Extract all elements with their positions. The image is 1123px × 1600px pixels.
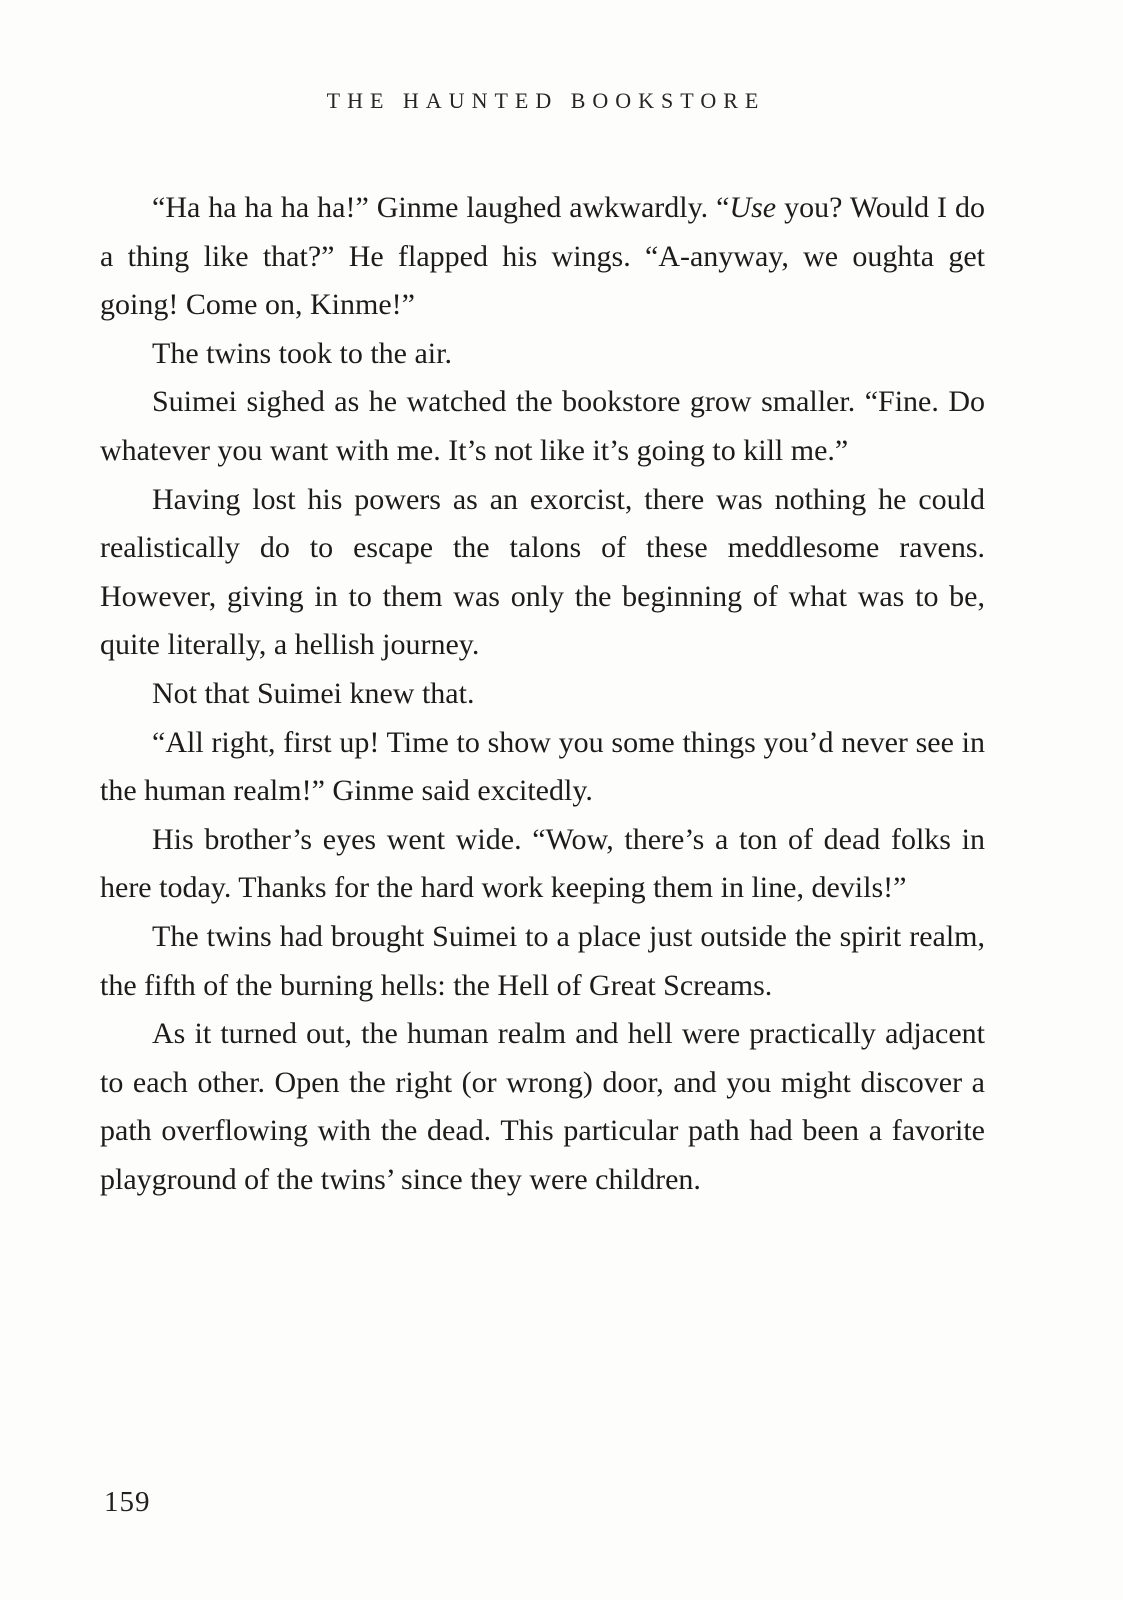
text-run: Not that Suimei knew that.	[152, 676, 475, 710]
paragraph	[100, 913, 985, 1010]
italic-run: Use	[729, 191, 777, 224]
text-run: “All right, first up! Time to show you some things you’d never see in the human realm!” Ginme said excitedly.	[100, 725, 985, 808]
text-run: you? Would I do a thing like that?” He flapped his wings. “A-anyway, we oughta get going! Come on, Kinme!”	[100, 191, 986, 322]
paragraph	[100, 1010, 985, 1204]
paragraph	[100, 330, 985, 379]
text-run: As it turned out, the human realm and hell were practically adjacent to each other. Open the right (or wrong) door, and you might discover a path overflowing with the dead. This particular path had been a favorite playground of the twins’ since they were children.	[100, 1017, 985, 1196]
text-run: The twins had brought Suimei to a place just outside the spirit realm, the fifth of the burning hells: the Hell of Great Screams.	[100, 919, 985, 1002]
paragraph	[100, 719, 985, 816]
text-run: Having lost his powers as an exorcist, there was nothing he could realistically do to escape the talons of these meddlesome ravens. However, giving in to them was only the beginning of what was to be, quite literally, a hellish journey.	[100, 482, 985, 662]
running-head: THE HAUNTED BOOKSTORE	[326, 88, 766, 113]
page-body	[100, 184, 985, 1204]
paragraph	[100, 184, 985, 330]
paragraph	[100, 670, 985, 719]
text-run: “Ha ha ha ha ha!” Ginme laughed awkwardly. “	[152, 191, 730, 224]
paragraph	[100, 476, 985, 670]
paragraph	[100, 378, 985, 475]
paragraph	[100, 816, 985, 913]
text-run: Suimei sighed as he watched the bookstore grow smaller. “Fine. Do whatever you want with me. It’s not like it’s going to kill me.”	[100, 385, 985, 467]
text-run: His brother’s eyes went wide. “Wow, there’s a ton of dead folks in here today. Thanks for the hard work keeping them in line, devils!”	[100, 822, 985, 905]
text-run: The twins took to the air.	[152, 336, 452, 370]
page-number: 159	[104, 1486, 151, 1518]
